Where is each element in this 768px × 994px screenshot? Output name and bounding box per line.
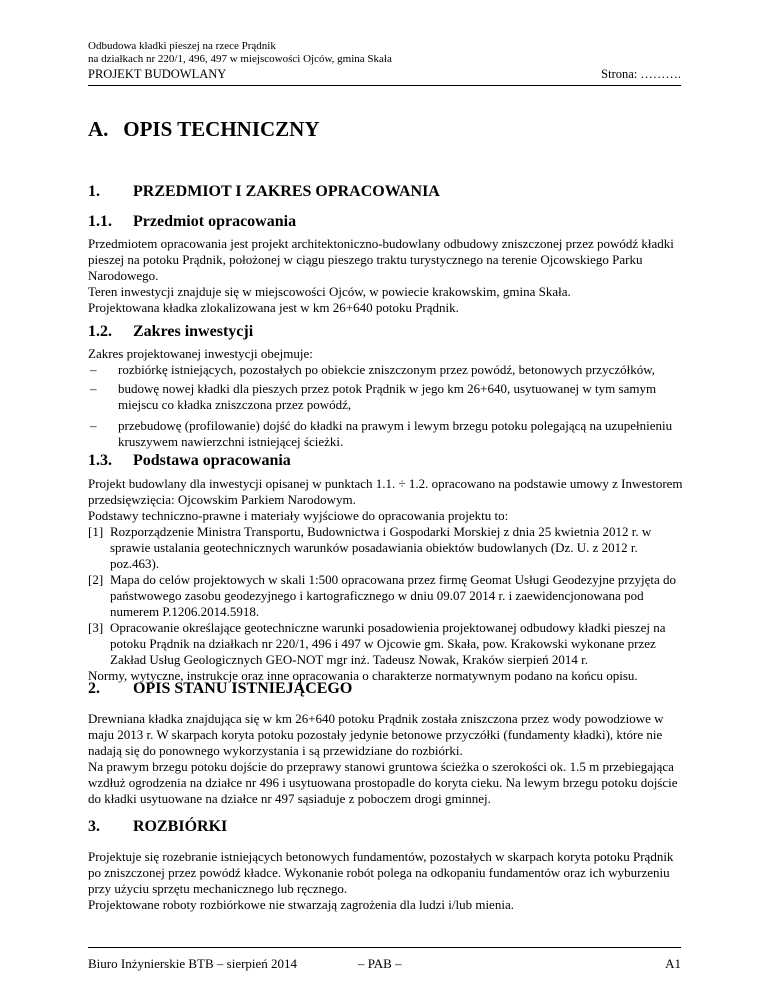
section-3-number: 3. <box>88 818 100 835</box>
dash-bullet: – <box>90 418 97 433</box>
section-2-heading <box>88 680 352 698</box>
section-1-1-number: 1.1. <box>88 213 112 230</box>
section-3-paragraph: Projektuje się rozebranie istniejących betonowych fundamentów, pozostałych w skarpach koryta potoku Prądnik po zniszczonej przez powódź kładce. Wykonanie robót polega na odkopaniu fundamentów oraz ich wyburzeniu przy użyciu sprzętu mechanicznego lub ręcznego. <box>88 849 674 896</box>
reference-item <box>88 620 684 668</box>
section-1-1-heading <box>88 213 296 231</box>
header-page-number: Strona: ………. <box>601 67 681 81</box>
list-item-text: budowę nowej kładki dla pieszych przez potok Prądnik w jego km 26+640, usytuowanej w tym samym miejscu co kładka zniszczona przez powódź, <box>118 381 657 412</box>
footer-author: Biuro Inżynierskie BTB – sierpień 2014 <box>88 956 298 971</box>
section-1-heading <box>88 183 440 201</box>
section-1-2-title: Zakres inwestycji <box>133 323 254 340</box>
header-row <box>88 67 681 82</box>
header-project-type: PROJEKT BUDOWLANY <box>88 67 227 81</box>
dash-bullet: – <box>90 381 97 396</box>
reference-number: [2] <box>88 572 104 587</box>
reference-item <box>88 524 684 572</box>
section-1-2-heading <box>88 323 253 341</box>
list-item-text: przebudowę (profilowanie) dojść do kładki na prawym i lewym brzegu potoku polegającą na uzupełnieniu kruszywem nawierzchni istniejącej ścieżki. <box>118 418 673 449</box>
section-1-3-heading <box>88 452 291 470</box>
section-1-1-paragraph: Przedmiotem opracowania jest projekt architektoniczno-budowlany odbudowy zniszczonej przez powódź kładki pieszej na potoku Prądnik, położonej w ciągu pieszego traktu turystycznego na terenie Ojcowskiego Parku Narodowego. <box>88 236 674 283</box>
section-1-1-body <box>88 236 684 316</box>
section-1-number: 1. <box>88 183 100 200</box>
section-3-body <box>88 849 684 913</box>
section-1-title: PRZEDMIOT I ZAKRES OPRACOWANIA <box>133 183 440 200</box>
section-1-3-title: Podstawa opracowania <box>133 452 291 469</box>
dash-bullet: – <box>90 362 97 377</box>
section-1-2-body <box>88 346 684 450</box>
list-item-text: rozbiórkę istniejących, pozostałych po obiekcie zniszczonym przez powódź, betonowych przyczółków, <box>118 362 656 377</box>
section-1-2-intro: Zakres projektowanej inwestycji obejmuje: <box>88 346 313 361</box>
section-2-body <box>88 711 684 807</box>
reference-text: Opracowanie określające geotechniczne warunki posadowienia projektowanej odbudowy kładki pieszej na potoku Prądnik na działkach nr 220/1, 496 i 497 w Ojcowie gm. Skała, pow. Krakowski wykonane przez Zakład Usług Geologicznych GEO-NOT mgr inż. Tadeusz Nowak, Kraków sierpień 2014 r. <box>110 620 666 667</box>
section-3-heading <box>88 818 227 836</box>
section-1-2-number: 1.2. <box>88 323 112 340</box>
reference-text: Mapa do celów projektowych w skali 1:500 opracowana przez firmę Geomat Usługi Geodezyjne przyjęta do państwowego zasobu geodezyjnego i kartograficznego w dniu 09.07 2014 r. i zaewidencjonowana pod numerem P.1206.2014.5918. <box>110 572 677 619</box>
footer-center-mark: – PAB – <box>358 956 402 971</box>
list-item <box>88 418 684 450</box>
section-1-3-body <box>88 476 684 684</box>
reference-number: [1] <box>88 524 104 539</box>
section-2-title: OPIS STANU ISTNIEJĄCEGO <box>133 680 353 697</box>
section-2-number: 2. <box>88 680 100 697</box>
section-a-heading <box>88 117 320 142</box>
section-1-3-paragraph: Podstawy techniczno-prawne i materiały wyjściowe do opracowania projektu to: <box>88 508 509 523</box>
section-1-1-title: Przedmiot opracowania <box>133 213 297 230</box>
section-1-1-paragraph: Teren inwestycji znajduje się w miejscowości Ojców, w powiecie krakowskim, gmina Skała. <box>88 284 571 299</box>
list-item <box>88 362 684 378</box>
section-1-1-paragraph: Projektowana kładka zlokalizowana jest w km 26+640 potoku Prądnik. <box>88 300 459 315</box>
reference-item <box>88 572 684 620</box>
footer-rule <box>88 947 681 948</box>
header-title-line2: na działkach nr 220/1, 496, 497 w miejscowości Ojców, gmina Skała <box>88 53 392 65</box>
section-2-paragraph: Na prawym brzegu potoku dojście do przeprawy stanowi gruntowa ścieżka o szerokości ok. 1.5 m przebiegająca wzdłuż ogrodzenia na działce nr 496 i usytuowana prostopadle do koryta cieku. Na lewym brzegu potoku dojście do kładki usytuowane na działce nr 497 sąsiaduje z poboczem drogi gminnej. <box>88 759 678 806</box>
section-a-title: OPIS TECHNICZNY <box>123 117 320 141</box>
section-a-number: A. <box>88 117 109 141</box>
list-item <box>88 381 684 413</box>
section-2-paragraph: Drewniana kładka znajdująca się w km 26+640 potoku Prądnik została zniszczona przez wody powodziowe w maju 2013 r. W skarpach koryta potoku pozostały jedynie betonowe przyczółki (fundamenty kładki), które nie nadają się do ponownego wykorzystania i są przewidziane do rozbiórki. <box>88 711 664 758</box>
reference-text: Rozporządzenie Ministra Transportu, Budownictwa i Gospodarki Morskiej z dnia 25 kwietnia 2012 r. w sprawie ustalania geotechnicznych warunków posadawiania obiektów budowlanych (Dz. U. z 2012 r. poz.463). <box>110 524 652 571</box>
section-1-3-paragraph: Normy, wytyczne, instrukcje oraz inne opracowania o charakterze normatywnym podano na końcu opisu. <box>88 668 638 683</box>
reference-number: [3] <box>88 620 104 635</box>
section-1-3-number: 1.3. <box>88 452 112 469</box>
section-3-paragraph: Projektowane roboty rozbiórkowe nie stwarzają zagrożenia dla ludzi i/lub mienia. <box>88 897 514 912</box>
footer-sheet-number: A1 <box>665 956 681 971</box>
header-title-line1: Odbudowa kładki pieszej na rzece Prądnik <box>88 40 276 52</box>
section-3-title: ROZBIÓRKI <box>133 818 228 835</box>
header-rule <box>88 85 681 86</box>
section-1-3-paragraph: Projekt budowlany dla inwestycji opisanej w punktach 1.1. ÷ 1.2. opracowano na podstawie umowy z Inwestorem przedsięwzięcia: Ojcowskim Parkiem Narodowym. <box>88 476 683 507</box>
